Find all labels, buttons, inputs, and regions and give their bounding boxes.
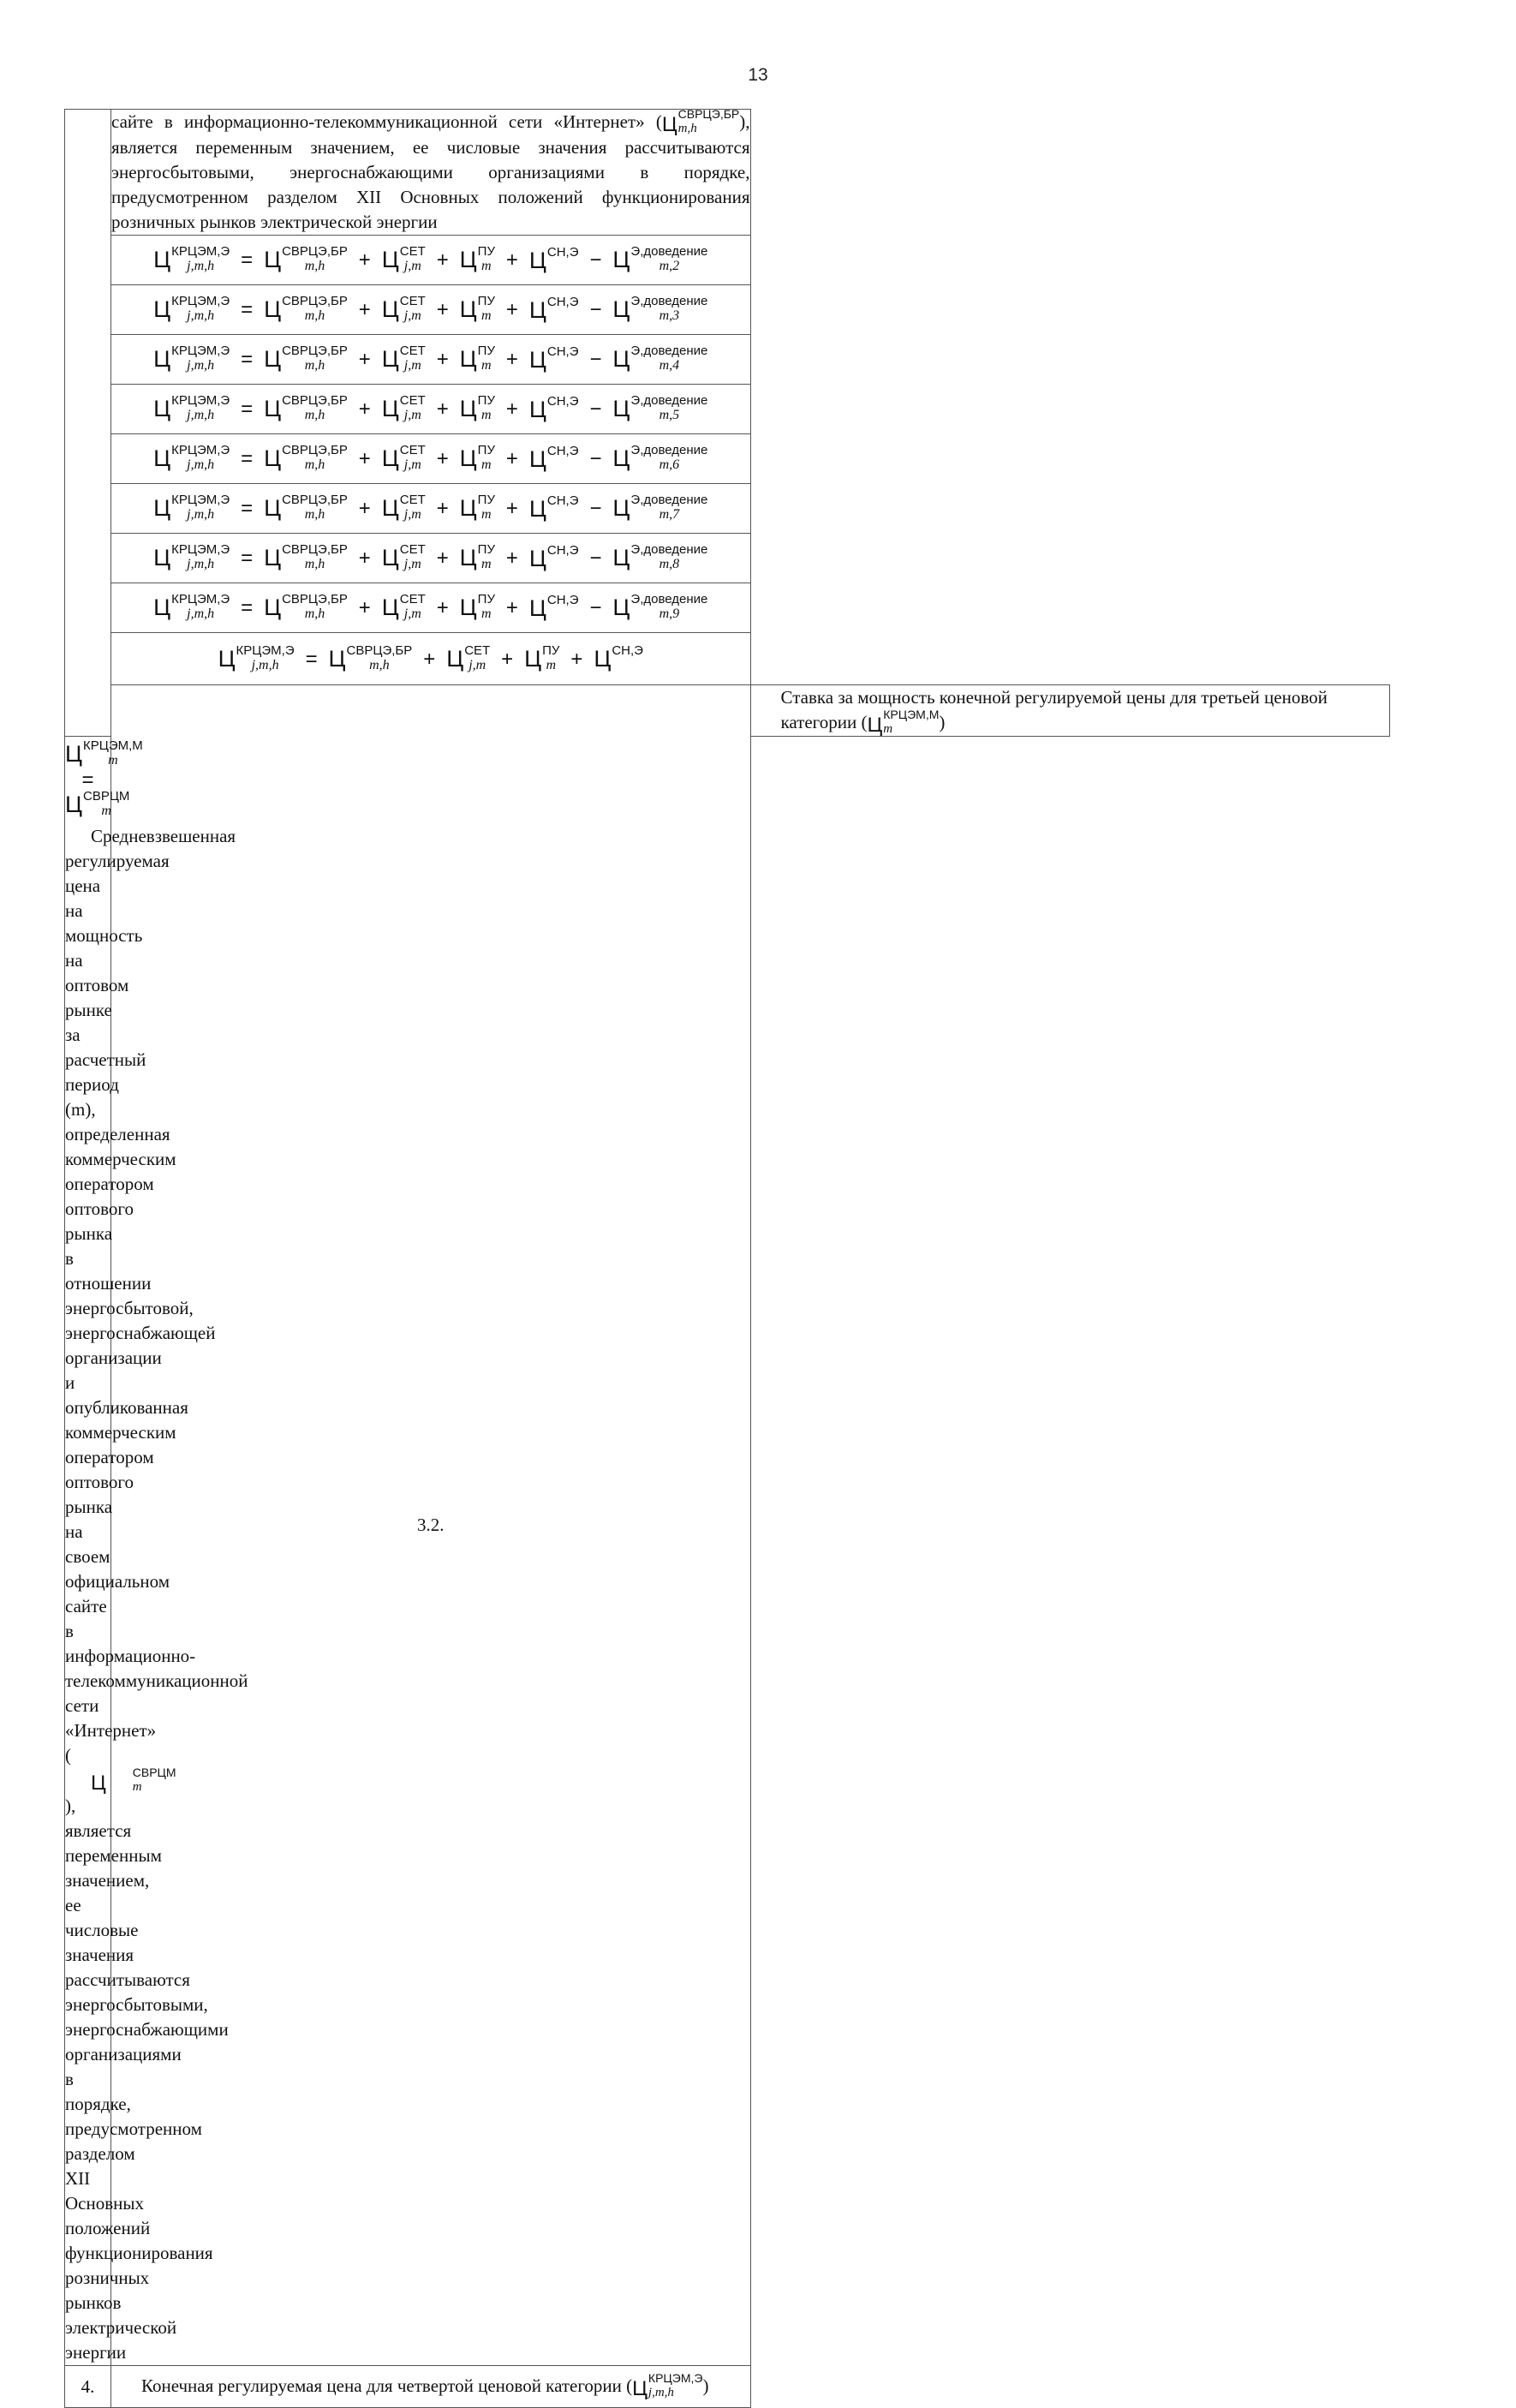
table-row bbox=[65, 335, 1390, 385]
price-symbol: Ц СН,Э bbox=[594, 643, 643, 672]
price-symbol: Ц КРЦЭМ,Э j,m,h bbox=[153, 294, 230, 324]
price-symbol: Ц СН,Э bbox=[528, 443, 579, 472]
formula-cell bbox=[111, 236, 751, 285]
price-symbol: Ц СВРЦЭ,БР m,h bbox=[264, 294, 348, 324]
plus-sign: + bbox=[505, 248, 518, 272]
equals-sign: = bbox=[241, 348, 254, 372]
minus-sign: − bbox=[589, 298, 602, 322]
price-symbol: Ц ПУ m bbox=[459, 244, 495, 274]
equals-sign: = bbox=[241, 547, 254, 571]
price-symbol: Ц СН,Э bbox=[528, 542, 579, 571]
price-symbol: Ц Э,доведение m,7 bbox=[612, 493, 708, 523]
formula-cell bbox=[111, 633, 751, 685]
formula-cell bbox=[111, 583, 751, 633]
price-symbol: Ц ПУ m bbox=[459, 493, 495, 523]
row-title bbox=[750, 685, 1390, 737]
price-symbol: Ц КРЦЭМ,Э j,m,h bbox=[153, 393, 230, 423]
formula-cell bbox=[111, 434, 751, 484]
definition-text bbox=[65, 817, 248, 2366]
row-title bbox=[111, 2366, 751, 2408]
plus-sign: + bbox=[505, 298, 518, 322]
row-number-cell: 4. bbox=[65, 2366, 111, 2408]
plus-sign: + bbox=[358, 547, 371, 571]
text-fragment: ) bbox=[702, 2375, 709, 2397]
price-table bbox=[64, 109, 1390, 2408]
price-symbol: Ц КРЦЭМ,М m bbox=[867, 708, 940, 737]
price-symbol: Ц СЕТ j,m bbox=[381, 244, 426, 274]
equals-sign: = bbox=[241, 447, 254, 471]
price-symbol: Ц СЕТ j,m bbox=[381, 393, 426, 423]
plus-sign: + bbox=[436, 397, 449, 421]
price-symbol: Ц СЕТ j,m bbox=[381, 493, 426, 523]
price-symbol: Ц СВРЦЭ,БР m,h bbox=[264, 592, 348, 622]
formula-cell bbox=[111, 534, 751, 583]
table-row bbox=[65, 385, 1390, 434]
plus-sign: + bbox=[570, 647, 583, 671]
equals-sign: = bbox=[241, 248, 254, 272]
table-row bbox=[65, 484, 1390, 534]
price-symbol: Ц СВРЦЭ,БР m,h bbox=[264, 542, 348, 572]
price-symbol: Ц Э,доведение m,8 bbox=[612, 542, 708, 572]
plus-sign: + bbox=[358, 298, 371, 322]
table-row bbox=[65, 434, 1390, 484]
table-row bbox=[65, 285, 1390, 335]
price-symbol: Ц СЕТ j,m bbox=[381, 443, 426, 473]
price-symbol: Ц ПУ m bbox=[459, 443, 495, 473]
price-symbol: Ц Э,доведение m,3 bbox=[612, 294, 708, 324]
equals-sign: = bbox=[241, 596, 254, 620]
price-symbol: Ц Э,доведение m,4 bbox=[612, 344, 708, 373]
equals-sign: = bbox=[241, 397, 254, 421]
price-symbol: Ц Э,доведение m,2 bbox=[612, 244, 708, 274]
minus-sign: − bbox=[589, 397, 602, 421]
price-symbol: Ц СВРЦЭ,БР m,h bbox=[328, 642, 413, 672]
price-symbol: Ц КРЦЭМ,Э j,m,h bbox=[153, 592, 230, 622]
price-symbol: Ц ПУ m bbox=[459, 592, 495, 622]
price-symbol: Ц СВРЦЭ,БР m,h bbox=[661, 107, 740, 136]
row-number-cell: 3.2. bbox=[111, 685, 751, 2366]
plus-sign: + bbox=[358, 348, 371, 372]
price-symbol: Ц СЕТ j,m bbox=[381, 344, 426, 373]
plus-sign: + bbox=[505, 596, 518, 620]
text-fragment: ), является переменным значением, ее числовые значения рассчитываются энергосбытовыми, энергоснабжающими организациями в порядке, предусмотренном разделом XII Основных положений функционирования розничных рынков электрической энергии bbox=[65, 1796, 229, 2363]
plus-sign: + bbox=[505, 547, 518, 571]
price-symbol: Ц КРЦЭМ,Э j,m,h bbox=[153, 344, 230, 373]
price-symbol: Ц СВРЦЭ,БР m,h bbox=[264, 443, 348, 473]
price-symbol: Ц СН,Э bbox=[528, 244, 579, 273]
price-symbol: Ц КРЦЭМ,Э j,m,h bbox=[632, 2371, 703, 2401]
plus-sign: + bbox=[423, 647, 436, 671]
plus-sign: + bbox=[436, 298, 449, 322]
page-number: 13 bbox=[748, 65, 768, 85]
equals-sign: = bbox=[241, 497, 254, 521]
plus-sign: + bbox=[436, 497, 449, 521]
plus-sign: + bbox=[505, 447, 518, 471]
formula-cell bbox=[111, 385, 751, 434]
definition-text bbox=[111, 107, 751, 236]
equals-sign: = bbox=[305, 647, 318, 671]
plus-sign: + bbox=[436, 248, 449, 272]
table-row bbox=[65, 236, 1390, 285]
text-fragment: ), является переменным значением, ее числовые значения рассчитываются энергосбытовыми, энергоснабжающими организациями в порядке, предусмотренном разделом XII Основных положений функционирования розничных рынков электрической энергии bbox=[111, 111, 750, 232]
price-symbol: Ц СЕТ j,m bbox=[381, 542, 426, 572]
minus-sign: − bbox=[589, 547, 602, 571]
plus-sign: + bbox=[501, 647, 514, 671]
price-symbol: Ц СЕТ j,m bbox=[381, 294, 426, 324]
plus-sign: + bbox=[358, 497, 371, 521]
row-number-cell bbox=[65, 110, 111, 737]
minus-sign: − bbox=[589, 596, 602, 620]
minus-sign: − bbox=[589, 348, 602, 372]
price-symbol: Ц Э,доведение m,6 bbox=[612, 443, 708, 473]
text-fragment: сайте в информационно-телекоммуникационной сети «Интернет» ( bbox=[111, 111, 662, 132]
price-symbol: Ц Э,доведение m,9 bbox=[612, 592, 708, 622]
price-symbol: Ц СН,Э bbox=[528, 294, 579, 323]
table-row bbox=[65, 110, 1390, 236]
price-symbol: Ц КРЦЭМ,Э j,m,h bbox=[153, 493, 230, 523]
formula-cell bbox=[65, 737, 143, 819]
price-symbol: Ц СН,Э bbox=[528, 344, 579, 373]
minus-sign: − bbox=[589, 248, 602, 272]
text-fragment: Конечная регулируемая цена для четвертой ценовой категории ( bbox=[141, 2375, 633, 2397]
price-symbol: Ц СВРЦЭ,БР m,h bbox=[264, 244, 348, 274]
plus-sign: + bbox=[436, 547, 449, 571]
text-fragment: Ставка за мощность конечной регулируемой цены для третьей ценовой категории ( bbox=[780, 687, 1328, 732]
price-symbol: Ц СЕТ j,m bbox=[446, 642, 491, 672]
price-symbol: Ц КРЦЭМ,Э j,m,h bbox=[153, 244, 230, 274]
table-row bbox=[65, 633, 1390, 685]
price-symbol: Ц СН,Э bbox=[528, 592, 579, 621]
equals-sign: = bbox=[241, 298, 254, 322]
price-symbol: Ц ПУ m bbox=[524, 642, 560, 672]
price-symbol: Ц КРЦЭМ,М m bbox=[65, 738, 143, 768]
formula-cell bbox=[111, 285, 751, 335]
price-symbol: Ц СВРЦМ m bbox=[65, 789, 130, 819]
plus-sign: + bbox=[436, 447, 449, 471]
price-symbol: Ц Э,доведение m,5 bbox=[612, 393, 708, 423]
plus-sign: + bbox=[358, 596, 371, 620]
plus-sign: + bbox=[436, 348, 449, 372]
price-symbol: Ц СВРЦЭ,БР m,h bbox=[264, 493, 348, 523]
price-symbol: Ц КРЦЭМ,Э j,m,h bbox=[153, 443, 230, 473]
price-symbol: Ц СВРЦЭ,БР m,h bbox=[264, 344, 348, 373]
price-symbol: Ц ПУ m bbox=[459, 393, 495, 423]
plus-sign: + bbox=[358, 397, 371, 421]
formula-cell bbox=[111, 335, 751, 385]
table-row bbox=[65, 534, 1390, 583]
price-symbol: Ц СН,Э bbox=[528, 493, 579, 522]
plus-sign: + bbox=[505, 497, 518, 521]
plus-sign: + bbox=[505, 348, 518, 372]
plus-sign: + bbox=[358, 447, 371, 471]
price-symbol: Ц ПУ m bbox=[459, 542, 495, 572]
price-symbol: Ц КРЦЭМ,Э j,m,h bbox=[153, 542, 230, 572]
price-symbol: Ц СЕТ j,m bbox=[381, 592, 426, 622]
text-fragment: Средневзвешенная регулируемая цена на мощность на оптовом рынке за расчетный период (m), определенная коммерческим оператором оптового рынка в отношении энергосбытовой, энергоснабжающей организации и опубликованная коммерческим оператором оптового рынка на своем официальном сайте в информационно-телекоммуникационной сети «Интернет» ( bbox=[65, 826, 248, 1766]
price-symbol: Ц СН,Э bbox=[528, 393, 579, 422]
table-row bbox=[65, 583, 1390, 633]
plus-sign: + bbox=[436, 596, 449, 620]
formula-cell bbox=[111, 484, 751, 534]
minus-sign: − bbox=[589, 497, 602, 521]
table-row bbox=[65, 685, 1390, 737]
plus-sign: + bbox=[505, 397, 518, 421]
plus-sign: + bbox=[358, 248, 371, 272]
text-fragment: ) bbox=[939, 712, 946, 732]
price-symbol: Ц СВРЦМ m bbox=[91, 1766, 176, 1796]
equals-sign: = bbox=[81, 768, 94, 792]
table-row bbox=[65, 2366, 1390, 2408]
minus-sign: − bbox=[589, 447, 602, 471]
price-symbol: Ц ПУ m bbox=[459, 294, 495, 324]
price-symbol: Ц ПУ m bbox=[459, 344, 495, 373]
price-symbol: Ц СВРЦЭ,БР m,h bbox=[264, 393, 348, 423]
price-symbol: Ц КРЦЭМ,Э j,m,h bbox=[218, 642, 295, 672]
